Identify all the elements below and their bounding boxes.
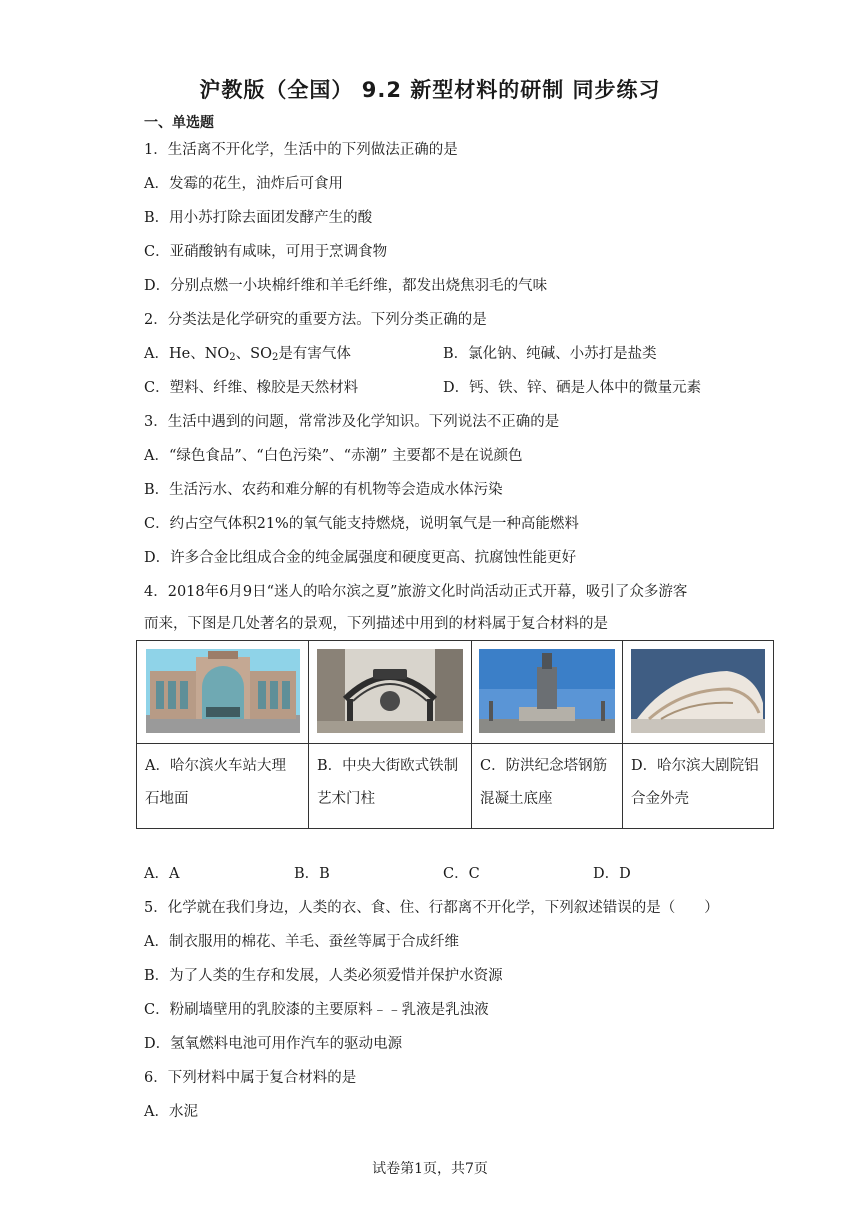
table-cell-caption-b: B．中央大街欧式铁制 艺术门柱 [309,744,472,829]
flood-tower-photo [479,649,615,733]
question-4-option-c: C．C [443,866,480,882]
question-4-stem-line2: 而来，下图是几处著名的景观，下列描述中用到的材料属于复合材料的是 [144,616,608,632]
landmark-table [136,640,774,829]
question-5-stem: 5．化学就在我们身边，人类的衣、食、住、行都离不开化学，下列叙述错误的是（ ） [144,900,719,916]
question-3-option-b: B．生活污水、农药和难分解的有机物等会造成水体污染 [144,482,503,498]
question-5-option-a: A．制衣服用的棉花、羊毛、蚕丝等属于合成纤维 [144,934,459,950]
question-5-option-c: C．粉刷墙壁用的乳胶漆的主要原料﹣﹣乳液是乳浊液 [144,1002,489,1018]
question-4-option-d: D．D [593,866,631,882]
table-cell-image-d [623,641,774,744]
table-cell-image-c [472,641,623,744]
question-3-option-a: A．“绿色食品”、“白色污染”、“赤潮” 主要都不是在说颜色 [144,448,523,464]
iron-gate-photo [317,649,463,733]
question-2-option-b: B．氯化钠、纯碱、小苏打是盐类 [443,346,657,362]
section-heading: 一、单选题 [144,115,214,131]
question-2-option-c: C．塑料、纤维、橡胶是天然材料 [144,380,359,396]
question-3-option-c: C．约占空气体积21%的氧气能支持燃烧，说明氧气是一种高能燃料 [144,516,579,532]
question-1-option-c: C．亚硝酸钠有咸味，可用于烹调食物 [144,244,388,260]
question-2-option-d: D．钙、铁、锌、硒是人体中的微量元素 [443,380,702,396]
question-1-stem: 1．生活离不开化学，生活中的下列做法正确的是 [144,142,458,158]
question-2-stem: 2．分类法是化学研究的重要方法。下列分类正确的是 [144,312,487,328]
railway-station-photo [146,649,300,733]
question-4-option-b: B．B [294,866,330,882]
question-5-option-d: D．氢氧燃料电池可用作汽车的驱动电源 [144,1036,403,1052]
question-1-option-b: B．用小苏打除去面团发酵产生的酸 [144,210,373,226]
question-3-option-d: D．许多合金比组成合金的纯金属强度和硬度更高、抗腐蚀性能更好 [144,550,577,566]
question-4-stem-line1: 4．2018年6月9日“迷人的哈尔滨之夏”旅游文化时尚活动正式开幕，吸引了众多游客 [144,584,688,600]
question-2-option-a: A．He、$NO_2$、$SO_2$是有害气体 [144,346,351,363]
question-1-option-a: A．发霉的花生，油炸后可食用 [144,176,343,192]
question-3-stem: 3．生活中遇到的问题，常常涉及化学知识。下列说法不正确的是 [144,414,560,430]
grand-theatre-photo [631,649,765,733]
page-title: 沪教版（全国） 9.2 新型材料的研制 同步练习 [199,78,661,102]
question-6-stem: 6．下列材料中属于复合材料的是 [144,1070,357,1086]
table-cell-caption-c: C．防洪纪念塔钢筋 混凝土底座 [472,744,623,829]
table-cell-image-a [137,641,309,744]
question-6-option-a: A．水泥 [144,1104,198,1120]
table-cell-caption-d: D．哈尔滨大剧院铝 合金外壳 [623,744,774,829]
question-5-option-b: B．为了人类的生存和发展，人类必须爱惜并保护水资源 [144,968,503,984]
question-1-option-d: D．分别点燃一小块棉纤维和羊毛纤维，都发出烧焦羽毛的气味 [144,278,548,294]
table-cell-caption-a: A．哈尔滨火车站大理 石地面 [137,744,309,829]
page-footer: 试卷第1页，共7页 [372,1161,488,1177]
question-4-option-a: A．A [144,866,180,882]
table-cell-image-b [309,641,472,744]
